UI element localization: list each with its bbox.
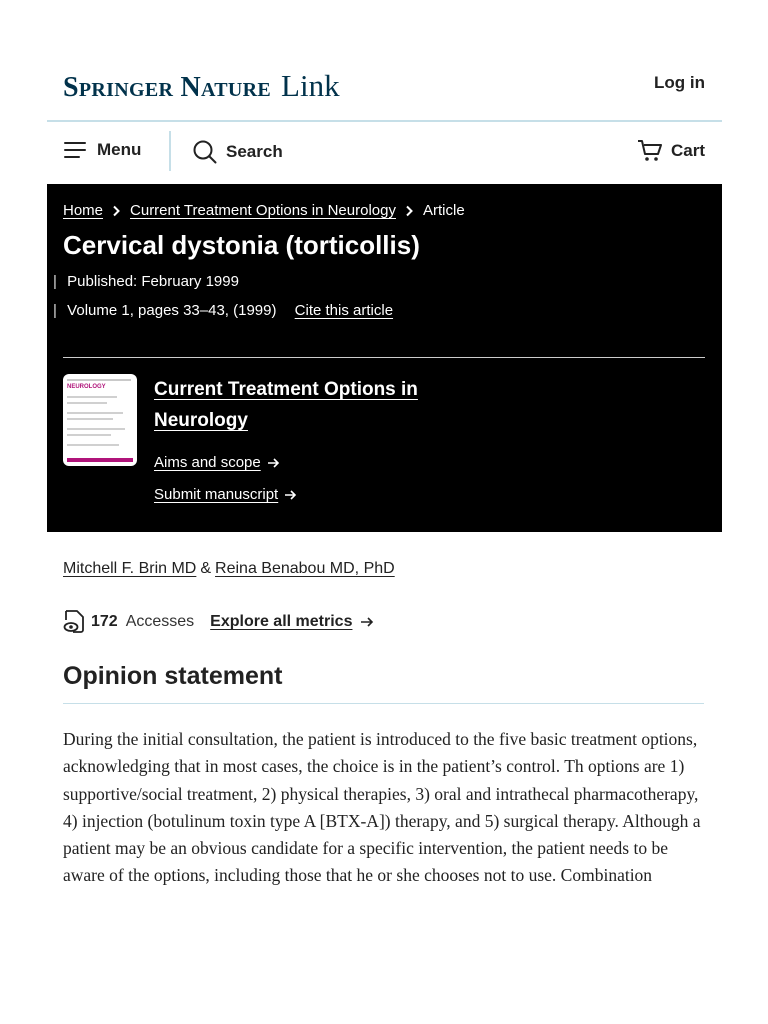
- nav-divider: [169, 131, 171, 171]
- site-header: [47, 54, 722, 122]
- article-hero: [47, 184, 722, 532]
- published-text: Published: February 1999: [67, 273, 239, 290]
- journal-title: [154, 374, 484, 436]
- cover-text-line: [67, 412, 123, 414]
- hero-divider: [63, 357, 705, 358]
- cover-text-line: [67, 396, 117, 398]
- volume-info: [47, 302, 393, 319]
- author-separator: &: [200, 560, 212, 577]
- cover-text-line: [67, 402, 107, 404]
- author-link[interactable]: Reina Benabou MD, PhD: [215, 560, 395, 577]
- aims-scope-row: [154, 454, 280, 471]
- explore-metrics-row: [210, 613, 374, 631]
- site-logo[interactable]: [63, 68, 340, 102]
- author-link[interactable]: Mitchell F. Brin MD: [63, 560, 197, 577]
- breadcrumb-home[interactable]: Home: [63, 202, 104, 219]
- submit-manuscript-link[interactable]: Submit manuscript: [154, 486, 279, 503]
- search-button[interactable]: [192, 139, 283, 165]
- logo-suffix: Link: [281, 68, 340, 103]
- cover-text-line: [67, 444, 119, 446]
- nav-bar: [47, 122, 722, 184]
- arrow-right-icon: [267, 457, 280, 469]
- cover-header-line: [67, 379, 131, 381]
- arrow-right-icon: [284, 489, 297, 501]
- article-metrics: [63, 609, 374, 635]
- menu-button[interactable]: [63, 140, 141, 160]
- chevron-right-icon: [405, 205, 414, 217]
- publish-date: [47, 273, 239, 290]
- cart-icon: [637, 139, 663, 163]
- section-heading: Opinion statement: [63, 662, 283, 690]
- login-link[interactable]: Log in: [654, 73, 705, 92]
- cart-label: Cart: [670, 141, 705, 160]
- cover-text-line: [67, 434, 111, 436]
- accesses-count: 172: [91, 613, 118, 630]
- breadcrumb-current: Article: [422, 202, 465, 219]
- volume-text: Volume 1, pages 33–43, (1999): [67, 302, 277, 319]
- chevron-right-icon: [112, 205, 121, 217]
- journal-title-link[interactable]: Current Treatment Options in Neurology: [154, 379, 418, 431]
- cover-footer-band: [67, 458, 133, 462]
- cover-text-line: [67, 418, 113, 420]
- cite-article-link[interactable]: Cite this article: [294, 302, 394, 319]
- journal-cover-image[interactable]: [63, 374, 137, 466]
- article-title: Cervical dystonia (torticollis): [63, 230, 420, 260]
- breadcrumb-journal[interactable]: Current Treatment Options in Neurology: [130, 202, 396, 219]
- search-label: Search: [226, 142, 283, 161]
- opinion-statement-text: During the initial consultation, the patient is introduced to the five basic treatment options, acknowledging that in most cases, the choice is in the patient’s control. Th options are 1) supportive/social treatment, 2) physical therapies, 3) oral and intrathecal pharmacotherapy, 4) injection (botulinum toxin type A [BTX-A]) therapy, and 5) surgical therapy. Although a patient may be an obvious candidate for a specific intervention, the patient needs to be aware of the options, including those that he or she chooses not to use. Combination: [63, 729, 701, 886]
- cart-button[interactable]: [637, 139, 705, 163]
- menu-icon: [63, 140, 87, 160]
- accesses-label: Accesses: [125, 613, 195, 630]
- arrow-right-icon: [360, 616, 374, 628]
- author-list: [63, 560, 395, 578]
- search-icon: [192, 139, 218, 165]
- cover-text-line: [67, 428, 125, 430]
- menu-label: Menu: [97, 140, 142, 159]
- accesses-icon: [63, 609, 87, 635]
- explore-metrics-link[interactable]: Explore all metrics: [210, 613, 353, 630]
- aims-scope-link[interactable]: Aims and scope: [154, 454, 261, 471]
- section-divider: [63, 703, 704, 704]
- logo-brand: Springer Nature: [63, 72, 272, 103]
- meta-bullet: |: [53, 273, 57, 290]
- breadcrumb: [63, 202, 465, 219]
- cover-title: NEUROLOGY: [67, 384, 106, 390]
- submit-manuscript-row: [154, 486, 297, 503]
- meta-bullet: |: [53, 302, 57, 319]
